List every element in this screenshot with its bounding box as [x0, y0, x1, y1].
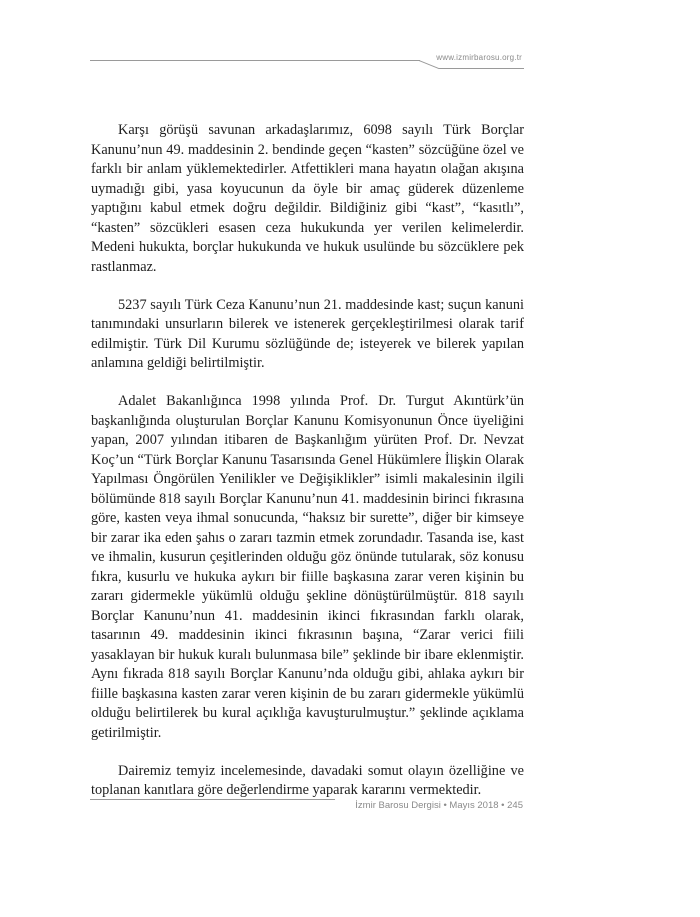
footer-rule [90, 799, 335, 800]
page-body [91, 121, 524, 819]
paragraph-4: Dairemiz temyiz incelemesinde, davadaki somut olayın özelliğine ve toplanan kanıtlara göre değerlendirme yaparak kararını vermektedir. [91, 762, 524, 798]
paragraph-3: Adalet Bakanlığınca 1998 yılında Prof. Dr. Turgut Akıntürk’ün başkanlığında oluşturulan Borçlar Kanunu Komisyonunun Önce üyeliğini yapan, 2007 yılından itibaren de Başkanlığım yürüten Prof. Dr. Nevzat Koç’un “Türk Borçlar Kanunu Tasarısında Genel Hükümlere İlişkin Olarak Yapılması Öngörülen Yenilikler ve Değişiklikler” isimli makalesinin ilgili bölümünde 818 sayılı Borçlar Kanunu’nun 41. maddesinin birinci fıkrasına göre, kasten veya ihmal sonucunda, “haksız bir surette”, diğer bir kimseye bir zarar ika eden şahıs o zararı tazmin etmek zorundadır. Tasanda ise, kast ve ihmalin, kusurun çeşitlerinden olduğu göz önünde tutularak, söz konusu fıkra, kusurlu ve hukuka aykırı bir fiille başkasına zarar veren kişinin bu zararı gidermekle yükümlü olduğu şekline dönüştürülmüştür. 818 sayılı Borçlar Kanunu’nun 41. maddesinin ikinci fıkrasından farklı olarak, tasarının 49. maddesinin ikinci fıkrasının başına, “Zarar verici fiili yasaklayan bir hukuk kuralı bulunmasa bile” şeklinde bir ibare eklenmiştir. Aynı fıkrada 818 sayılı Borçlar Kanunu’nda olduğu gibi, ahlaka aykırı bir fiille başkasına kasten zarar veren kişinin de bu zararı gidermekle yükümlü olduğu belirtilerek bu kural açıklığa kavuşturulmuştur.” şeklinde açıklama getirilmiştir. [91, 393, 524, 741]
site-url: www.izmirbarosu.org.tr [436, 53, 522, 62]
footer-journal-info: İzmir Barosu Dergisi • Mayıs 2018 • 245 [355, 800, 523, 811]
header-rule [90, 60, 420, 61]
header-rule-right [439, 68, 524, 69]
paragraph-2: 5237 sayılı Türk Ceza Kanunu’nun 21. maddesinde kast; suçun kanuni tanımındaki unsurların bilerek ve istenerek gerçekleştirilmesi olarak tarif edilmiştir. Türk Dil Kurumu sözlüğünde de; isteyerek ve bilerek yapılan anlamına geldiği belirtilmiştir. [91, 296, 524, 371]
paragraph-1: Karşı görüşü savunan arkadaşlarımız, 6098 sayılı Türk Borçlar Kanunu’nun 49. maddesinin 2. bendinde geçen “kasten” sözcüğüne özel ve farklı bir anlam yüklemektedirler. Atfettikleri mana hayatın olağan akışına uymadığı gibi, yasa koyucunun da öyle bir amaç güderek düzenleme yaptığını kabul etmek doğru değildir. Bildiğiniz gibi “kast”, “kasıtlı”, “kasten” sözcükleri esasen ceza hukukunda yer verilen kelimelerdir. Medeni hukukta, borçlar hukukunda ve hukuk usulünde bu sözcüklere pek rastlanmaz. [91, 122, 524, 275]
